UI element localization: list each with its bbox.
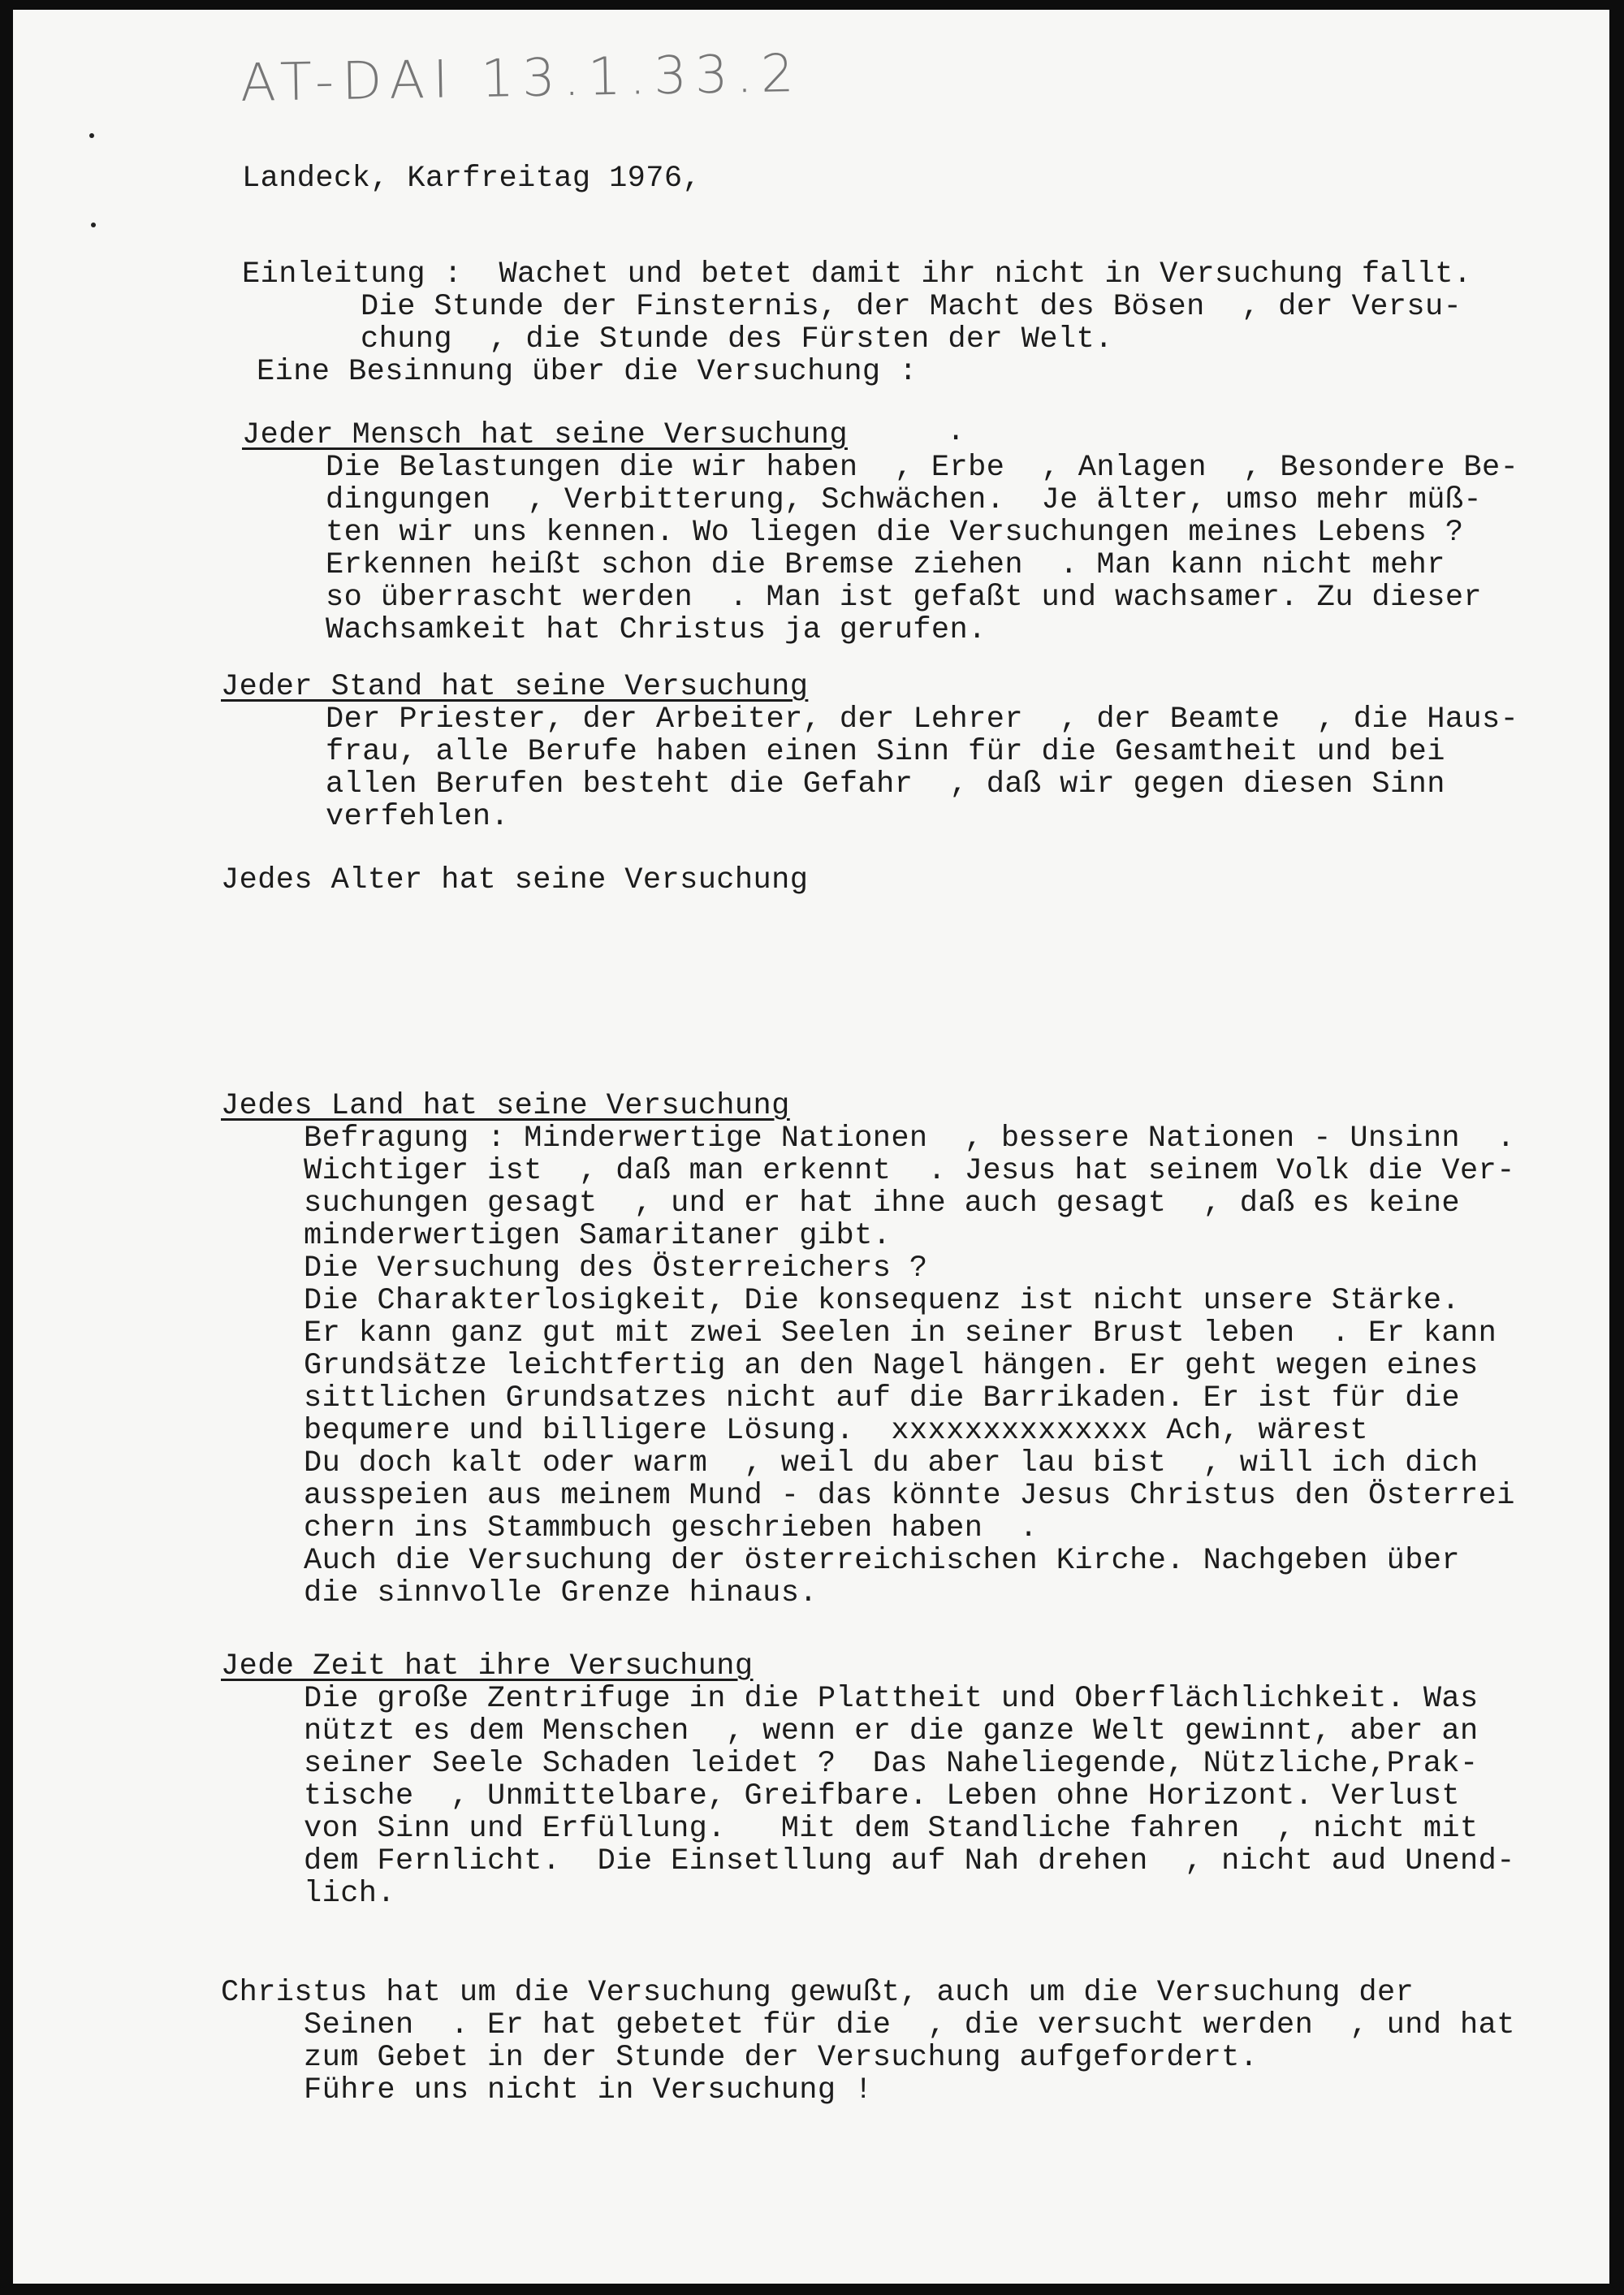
section-zeit-line-7: lich. — [304, 1877, 396, 1911]
closing-line-3: zum Gebet in der Stunde der Versuchung aufgefordert. — [304, 2041, 1259, 2075]
place-date-line: Landeck, Karfreitag 1976, — [242, 162, 702, 196]
section-land-line-8: Grundsätze leichtfertig an den Nagel hängen. Er geht wegen eines — [304, 1349, 1479, 1383]
section-zeit-line-6: dem Fernlicht. Die Einsetllung auf Nah drehen , nicht aud Unend- — [304, 1844, 1515, 1878]
section-heading-stand: Jeder Stand hat seine Versuchung — [221, 670, 809, 704]
section-mensch-line-3: ten wir uns kennen. Wo liegen die Versuchungen meines Lebens ? — [326, 516, 1464, 550]
section-land-line-11: Du doch kalt oder warm , weil du aber lau bist , will ich dich — [304, 1446, 1479, 1480]
section-land-line-2: Wichtiger ist , daß man erkennt . Jesus hat seinem Volk die Ver- — [304, 1154, 1515, 1188]
intro-line-4: Eine Besinnung über die Versuchung : — [257, 355, 918, 389]
section-land-line-3: suchungen gesagt , und er hat ihne auch gesagt , daß es keine — [304, 1186, 1461, 1221]
section-zeit-line-4: tische , Unmittelbare, Greifbare. Leben ohne Horizont. Verlust — [304, 1779, 1461, 1813]
section-heading-mensch: Jeder Mensch hat seine Versuchung — [242, 418, 848, 452]
section-stand-line-4: verfehlen. — [326, 800, 510, 834]
section-mensch-line-1: Die Belastungen die wir haben , Erbe , Anlagen , Besondere Be- — [326, 451, 1519, 485]
section-land-line-9: sittlichen Grundsatzes nicht auf die Barrikaden. Er ist für die — [304, 1381, 1461, 1415]
section-stand-line-2: frau, alle Berufe haben einen Sinn für die Gesamtheit und bei — [326, 735, 1445, 769]
closing-line-2: Seinen . Er hat gebetet für die , die versucht werden , und hat — [304, 2008, 1515, 2042]
archive-signature-mark: AT-DAI 13.1.33.2 — [240, 43, 803, 115]
closing-line-4: Führe uns nicht in Versuchung ! — [304, 2073, 873, 2107]
intro-line-2: Die Stunde der Finsternis, der Macht des Bösen , der Versu- — [361, 290, 1462, 324]
section-heading-mensch-trail: . — [947, 415, 965, 449]
document-body — [13, 10, 1609, 2107]
section-land-line-15: die sinnvolle Grenze hinaus. — [304, 1576, 818, 1610]
section-heading-alter: Jedes Alter hat seine Versuchung — [221, 863, 809, 897]
section-land-line-5: Die Versuchung des Österreichers ? — [304, 1251, 928, 1286]
closing-line-1: Christus hat um die Versuchung gewußt, auch um die Versuchung der — [221, 1976, 1415, 2010]
section-land-line-6: Die Charakterlosigkeit, Die konsequenz ist nicht unsere Stärke. — [304, 1284, 1461, 1318]
section-mensch-line-2: dingungen , Verbitterung, Schwächen. Je älter, umso mehr müß- — [326, 483, 1483, 517]
section-land-line-7: Er kann ganz gut mit zwei Seelen in seiner Brust leben . Er kann — [304, 1316, 1497, 1351]
section-land-line-4: minderwertigen Samaritaner gibt. — [304, 1219, 892, 1253]
intro-line-3: chung , die Stunde des Fürsten der Welt. — [361, 322, 1113, 357]
section-zeit-line-1: Die große Zentrifuge in die Plattheit und Oberflächlichkeit. Was — [304, 1682, 1479, 1716]
section-heading-zeit: Jede Zeit hat ihre Versuchung — [221, 1649, 754, 1683]
typewritten-page — [13, 10, 1609, 2284]
intro-line-1: Einleitung : Wachet und betet damit ihr nicht in Versuchung fallt. — [242, 257, 1472, 292]
section-land-line-12: ausspeien aus meinem Mund - das könnte Jesus Christus den Österrei — [304, 1479, 1515, 1513]
section-zeit-line-3: seiner Seele Schaden leidet ? Das Naheliegende, Nützliche,Prak- — [304, 1747, 1479, 1781]
section-mensch-line-6: Wachsamkeit hat Christus ja gerufen. — [326, 613, 987, 647]
section-land-line-13: chern ins Stammbuch geschrieben haben . — [304, 1511, 1039, 1545]
section-mensch-line-4: Erkennen heißt schon die Bremse ziehen . Man kann nicht mehr — [326, 548, 1445, 582]
section-stand-line-3: allen Berufen besteht die Gefahr , daß wir gegen diesen Sinn — [326, 767, 1445, 802]
section-heading-land: Jedes Land hat seine Versuchung — [221, 1089, 790, 1123]
section-land-line-10: bequmere und billigere Lösung. xxxxxxxxxxxxxx Ach, wärest — [304, 1414, 1369, 1448]
section-land-line-1: Befragung : Minderwertige Nationen , bessere Nationen - Unsinn . — [304, 1122, 1515, 1156]
section-zeit-line-5: von Sinn und Erfüllung. Mit dem Standliche fahren , nicht mit — [304, 1812, 1479, 1846]
section-stand-line-1: Der Priester, der Arbeiter, der Lehrer , der Beamte , die Haus- — [326, 702, 1519, 737]
section-land-line-14: Auch die Versuchung der österreichischen Kirche. Nachgeben über — [304, 1544, 1461, 1578]
section-mensch-line-5: so überrascht werden . Man ist gefaßt und wachsamer. Zu dieser — [326, 581, 1483, 615]
section-zeit-line-2: nützt es dem Menschen , wenn er die ganze Welt gewinnt, aber an — [304, 1714, 1479, 1748]
